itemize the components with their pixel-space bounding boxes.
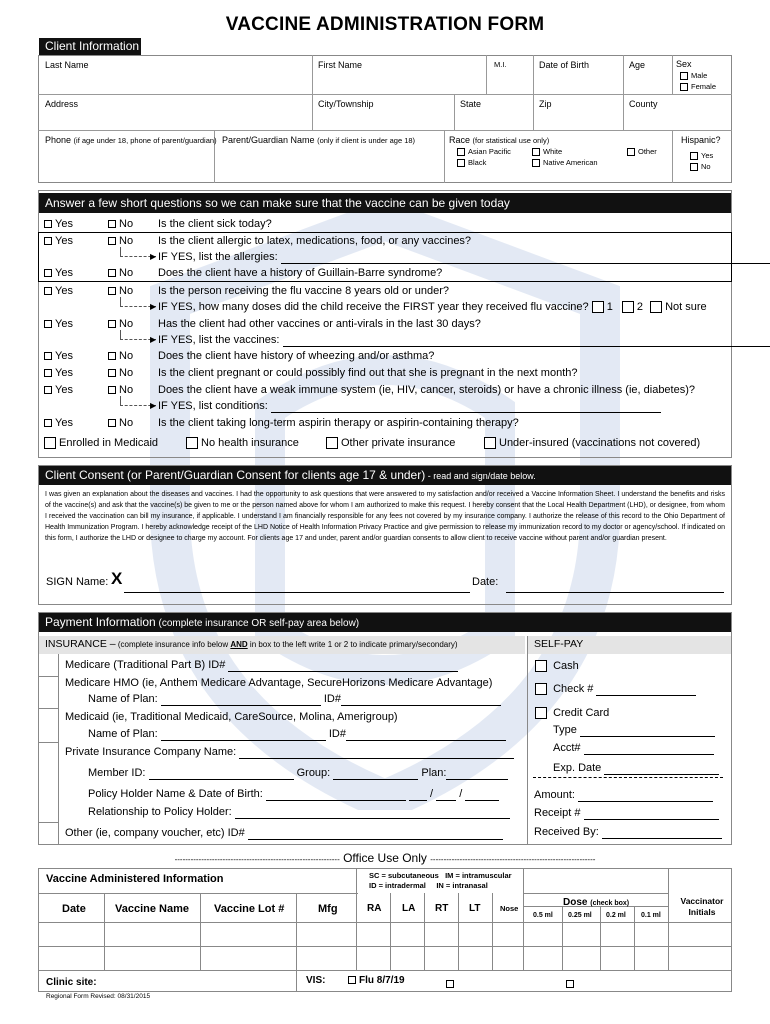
clinic-label: Clinic site: bbox=[46, 977, 97, 988]
payment-header: Payment Information (complete insurance OR self-pay area below) bbox=[39, 613, 731, 632]
mi-label: M.I. bbox=[494, 60, 507, 69]
col-vaccinator: Vaccinator Initials bbox=[680, 896, 724, 917]
check-checkbox[interactable] bbox=[535, 683, 547, 695]
consent-header: Client Consent (or Parent/Guardian Consent for clients age 17 & under) - read and sign/date below. bbox=[39, 466, 731, 485]
received-by-field[interactable] bbox=[602, 826, 722, 839]
race-label: Race (for statistical use only) bbox=[449, 135, 550, 145]
question-8-no-checkbox[interactable] bbox=[108, 386, 116, 394]
native-checkbox[interactable] bbox=[532, 159, 540, 167]
yes-label: Yes bbox=[55, 367, 73, 379]
hispanic-yes-checkbox[interactable] bbox=[690, 152, 698, 160]
vis-label: VIS: bbox=[306, 975, 326, 986]
other-insurance-checkbox[interactable] bbox=[326, 437, 338, 449]
question-2-no[interactable] bbox=[108, 235, 133, 247]
consent-text: I was given an explanation about the diseases and vaccines. I had the opportunity to ask questions that were answered to my satisfaction and/or received a Vaccine Information Sheet. I understand the benefits and risks of the vaccine(s) and ask that the vaccine(s) be given to me or the person named above for whom I am authorized to make this request. I hereby consent that the Local Health Department (LHD), or designee, from whom I received the vaccination can bill my insurance, if applicable. I understand I am financially responsible for any fees not covered by my insurance company. I authorize the release of this record to the Ohio Department of Health Immunization Program. I hereby acknowledge receipt of the LHD Notice of Health Information Privacy Practice and give permission to release my immunization record to my doctor or agency/school. If indicated on this form, I authorize the LHD or designee to charge my account. For clients age 17 and under, parent and/or guardian consents to allow client to receive vaccine without parent and/or guardian present. bbox=[45, 491, 725, 542]
check-number-field[interactable] bbox=[596, 683, 696, 696]
private-line: Private Insurance Company Name: bbox=[65, 746, 514, 759]
hispanic-yes-option[interactable]: Yes bbox=[690, 151, 713, 160]
table-col-divider bbox=[104, 893, 105, 970]
acct-line: Acct# bbox=[553, 742, 714, 755]
no-label: No bbox=[119, 235, 134, 247]
no-label: No bbox=[119, 285, 134, 297]
no-label: No bbox=[119, 267, 134, 279]
race-black-option[interactable]: Black bbox=[457, 158, 486, 167]
sex-male-option[interactable]: Male bbox=[680, 71, 707, 80]
group-field[interactable] bbox=[333, 767, 418, 780]
zip-label: Zip bbox=[539, 99, 552, 109]
question-5-yes-checkbox[interactable] bbox=[44, 320, 52, 328]
consent-date-field[interactable] bbox=[506, 592, 724, 593]
followup-label: IF YES, list conditions: bbox=[158, 400, 268, 412]
question-8-no[interactable] bbox=[108, 384, 133, 396]
question-4-followup bbox=[158, 301, 707, 313]
table-col-divider bbox=[296, 970, 297, 992]
question-3-text: Does the client have a history of Guillain-Barre syndrome? bbox=[158, 267, 443, 279]
yes-label: Yes bbox=[55, 218, 73, 230]
question-8-text: Does the client have a weak immune system (ie, HIV, cancer, steroids) or have a chronic illness (ie, diabetes)? bbox=[158, 384, 696, 396]
acct-field[interactable] bbox=[584, 742, 714, 755]
receipt-line: Receipt # bbox=[534, 807, 719, 820]
col-ra: RA bbox=[367, 903, 382, 914]
question-5-followup-field[interactable] bbox=[283, 334, 770, 347]
dob-label: Date of Birth bbox=[539, 60, 590, 70]
medicaid-plan-line: Name of Plan: ID# bbox=[88, 728, 506, 741]
no-insurance-option[interactable]: No health insurance bbox=[186, 437, 299, 449]
table-col-divider bbox=[458, 893, 459, 970]
card-type-line: Type bbox=[553, 724, 715, 737]
under-insured-option[interactable]: Under-insured (vaccinations not covered) bbox=[484, 437, 700, 449]
holder-line: Policy Holder Name & Date of Birth: / / bbox=[88, 788, 499, 801]
revised-note: Regional Form Revised: 08/31/2015 bbox=[46, 993, 151, 1000]
hispanic-no-option[interactable]: No bbox=[690, 162, 711, 171]
question-9-no-checkbox[interactable] bbox=[108, 419, 116, 427]
question-9-yes-checkbox[interactable] bbox=[44, 419, 52, 427]
signature-field[interactable] bbox=[124, 592, 470, 593]
question-3-no-checkbox[interactable] bbox=[108, 269, 116, 277]
dose-01: 0.1 ml bbox=[641, 912, 661, 919]
table-col-divider bbox=[634, 906, 635, 970]
table-col-divider bbox=[492, 893, 493, 970]
card-type-field[interactable] bbox=[580, 724, 715, 737]
vai-label: Vaccine Administered Information bbox=[46, 873, 224, 885]
table-col-divider bbox=[356, 868, 357, 893]
sex-label: Sex bbox=[676, 59, 692, 69]
asian-checkbox[interactable] bbox=[457, 148, 465, 156]
table-col-divider bbox=[390, 893, 391, 970]
age-label: Age bbox=[629, 60, 646, 70]
question-1-no[interactable] bbox=[108, 218, 133, 230]
date-label: Date: bbox=[472, 576, 499, 588]
under-insured-checkbox[interactable] bbox=[484, 437, 496, 449]
medicaid-label: Medicaid (ie, Traditional Medicaid, CareSource, Molina, Amerigroup) bbox=[65, 711, 398, 723]
table-col-divider bbox=[424, 893, 425, 970]
question-2-no-checkbox[interactable] bbox=[108, 237, 116, 245]
vis-checkbox-3[interactable] bbox=[566, 975, 577, 993]
question-4-no[interactable] bbox=[108, 285, 133, 297]
arrow-head-icon: ▶ bbox=[150, 335, 157, 344]
city-label: City/Township bbox=[318, 99, 374, 109]
no-label: No bbox=[119, 384, 134, 396]
col-dose: Dose (check box) bbox=[563, 897, 630, 908]
vis-checkbox-2[interactable] bbox=[446, 975, 457, 993]
yes-label: Yes bbox=[55, 235, 73, 247]
col-lot: Vaccine Lot # bbox=[214, 903, 285, 915]
route-legend: SC = subcutaneous IM = intramuscular ID = intradermal IN = intranasal bbox=[369, 871, 512, 890]
no-label: No bbox=[119, 417, 134, 429]
question-4-yes-checkbox[interactable] bbox=[44, 287, 52, 295]
medicare-line: Medicare (Traditional Part B) ID# bbox=[65, 659, 458, 672]
medicaid-plan-field[interactable] bbox=[161, 728, 326, 741]
address-label: Address bbox=[45, 99, 79, 109]
exp-date-field[interactable] bbox=[604, 762, 719, 775]
doses-1-checkbox[interactable] bbox=[592, 301, 604, 313]
question-8-followup-field[interactable] bbox=[271, 400, 661, 413]
hmo-label: Medicare HMO (ie, Anthem Medicare Advantage, SecureHorizons Medicare Advantage) bbox=[65, 677, 493, 689]
question-8-yes[interactable] bbox=[44, 384, 73, 396]
cash-option[interactable]: Cash bbox=[535, 660, 579, 672]
question-8-followup bbox=[158, 400, 661, 413]
guardian-label: Parent/Guardian Name (only if client is under age 18) bbox=[222, 135, 416, 145]
form-title: VACCINE ADMINISTRATION FORM bbox=[225, 14, 545, 35]
black-checkbox[interactable] bbox=[457, 159, 465, 167]
followup-label: IF YES, list the allergies: bbox=[158, 251, 278, 263]
amount-field[interactable] bbox=[578, 789, 713, 802]
table-col-divider bbox=[296, 893, 297, 970]
question-6-text: Does the client have history of wheezing and/or asthma? bbox=[158, 350, 435, 362]
sign-label: SIGN Name: bbox=[46, 576, 109, 588]
office-use-line: -------------------------------------------------------------- Office Use Only -------------------------------------------------------------- bbox=[174, 851, 596, 865]
question-9-no[interactable] bbox=[108, 417, 133, 429]
client-info-header: Client Information bbox=[39, 38, 141, 55]
yes-label: Yes bbox=[55, 384, 73, 396]
question-3-yes[interactable] bbox=[44, 267, 73, 279]
question-6-yes-checkbox[interactable] bbox=[44, 352, 52, 360]
question-6-no[interactable] bbox=[108, 350, 133, 362]
race-white-option[interactable]: White bbox=[532, 147, 562, 156]
medicare-id-field[interactable] bbox=[228, 659, 458, 672]
receipt-field[interactable] bbox=[584, 807, 719, 820]
arrow-head-icon: ▶ bbox=[150, 252, 157, 261]
no-label: No bbox=[119, 318, 134, 330]
question-4-text: Is the person receiving the flu vaccine 8 years old or under? bbox=[158, 285, 450, 297]
other-race-checkbox[interactable] bbox=[627, 148, 635, 156]
question-5-no[interactable] bbox=[108, 318, 133, 330]
table-col-divider bbox=[668, 893, 669, 970]
member-id-field[interactable] bbox=[149, 767, 294, 780]
question-2-followup-field[interactable] bbox=[281, 251, 770, 264]
received-line: Received By: bbox=[534, 826, 722, 839]
yes-label: Yes bbox=[55, 285, 73, 297]
followup-label: IF YES, list the vaccines: bbox=[158, 334, 280, 346]
question-4-no-checkbox[interactable] bbox=[108, 287, 116, 295]
other-insurance-option[interactable]: Other private insurance bbox=[326, 437, 455, 449]
col-lt: LT bbox=[469, 903, 481, 914]
vis-flu-checkbox[interactable] bbox=[348, 976, 356, 984]
question-7-no[interactable] bbox=[108, 367, 133, 379]
selfpay-label: SELF-PAY bbox=[534, 638, 584, 650]
county-label: County bbox=[629, 99, 658, 109]
race-asian-option[interactable]: Asian Pacific bbox=[457, 147, 511, 156]
hmo-plan-field[interactable] bbox=[161, 693, 321, 706]
question-6-no-checkbox[interactable] bbox=[108, 352, 116, 360]
question-6-yes[interactable] bbox=[44, 350, 73, 362]
col-la: LA bbox=[402, 903, 416, 914]
table-col-divider bbox=[200, 893, 201, 970]
col-nose: Nose bbox=[500, 904, 519, 913]
plan-field[interactable] bbox=[446, 767, 508, 780]
dose-05: 0.5 ml bbox=[533, 912, 553, 919]
doses-2-checkbox[interactable] bbox=[622, 301, 634, 313]
race-native-option[interactable]: Native American bbox=[532, 158, 598, 167]
col-date: Date bbox=[62, 903, 86, 915]
question-8-yes-checkbox[interactable] bbox=[44, 386, 52, 394]
exp-line: Exp. Date bbox=[553, 762, 719, 775]
relation-field[interactable] bbox=[235, 806, 510, 819]
question-7-no-checkbox[interactable] bbox=[108, 369, 116, 377]
holder-name-field[interactable] bbox=[266, 788, 406, 801]
hispanic-label: Hispanic? bbox=[681, 135, 721, 145]
question-7-yes[interactable] bbox=[44, 367, 73, 379]
question-2-followup bbox=[158, 251, 770, 264]
question-1-yes-checkbox[interactable] bbox=[44, 220, 52, 228]
yes-label: Yes bbox=[55, 417, 73, 429]
question-7-yes-checkbox[interactable] bbox=[44, 369, 52, 377]
question-9-text: Is the client taking long-term aspirin therapy or aspirin-containing therapy? bbox=[158, 417, 519, 429]
question-2-yes-checkbox[interactable] bbox=[44, 237, 52, 245]
credit-option[interactable]: Credit Card bbox=[535, 707, 609, 719]
col-vaccine: Vaccine Name bbox=[115, 903, 189, 915]
doses-notsure-label: Not sure bbox=[665, 301, 707, 313]
question-5-yes[interactable] bbox=[44, 318, 73, 330]
yes-label: Yes bbox=[55, 267, 73, 279]
question-7-text: Is the client pregnant or could possibly find out that she is pregnant in the next month? bbox=[158, 367, 578, 379]
medicaid-option[interactable]: Enrolled in Medicaid bbox=[44, 437, 158, 449]
female-checkbox[interactable] bbox=[680, 83, 688, 91]
dose-02: 0.2 ml bbox=[606, 912, 626, 919]
other-id-line: Other (ie, company voucher, etc) ID# bbox=[65, 827, 503, 840]
holder-dob-year-field[interactable] bbox=[465, 788, 499, 801]
relation-line: Relationship to Policy Holder: bbox=[88, 806, 510, 819]
followup-label: IF YES, how many doses did the child receive the FIRST year they received flu vaccine? bbox=[158, 301, 589, 313]
insurance-label: INSURANCE – (complete insurance info below AND in box to the left write 1 or 2 to indicate primary/secondary) bbox=[45, 638, 458, 650]
question-9-yes[interactable] bbox=[44, 417, 73, 429]
no-label: No bbox=[119, 367, 134, 379]
arrow-head-icon: ▶ bbox=[150, 302, 157, 311]
question-4-yes[interactable] bbox=[44, 285, 73, 297]
col-mfg: Mfg bbox=[318, 903, 338, 915]
table-col-divider bbox=[668, 868, 669, 893]
selfpay-divider bbox=[533, 777, 723, 778]
vis-flu-option[interactable]: Flu 8/7/19 bbox=[348, 975, 405, 986]
questions-header: Answer a few short questions so we can make sure that the vaccine can be given today bbox=[39, 193, 731, 213]
member-line: Member ID: Group: Plan: bbox=[88, 767, 508, 780]
arrow-head-icon: ▶ bbox=[150, 401, 157, 410]
question-1-no-checkbox[interactable] bbox=[108, 220, 116, 228]
credit-checkbox[interactable] bbox=[535, 707, 547, 719]
no-label: No bbox=[119, 350, 134, 362]
phone-label: Phone (if age under 18, phone of parent/guardian) bbox=[45, 135, 217, 145]
dose-025: 0.25 ml bbox=[568, 912, 592, 919]
state-label: State bbox=[460, 99, 482, 109]
doses-2-label: 2 bbox=[636, 301, 644, 313]
table-col-divider bbox=[562, 906, 563, 970]
yes-label: Yes bbox=[55, 318, 73, 330]
question-5-followup bbox=[158, 334, 770, 347]
check-option[interactable]: Check # bbox=[535, 683, 696, 696]
table-col-divider bbox=[356, 893, 357, 970]
hispanic-no-checkbox[interactable] bbox=[690, 163, 698, 171]
question-2-text: Is the client allergic to latex, medications, food, or any vaccines? bbox=[158, 235, 472, 247]
holder-dob-day-field[interactable] bbox=[436, 788, 456, 801]
no-label: No bbox=[119, 218, 134, 230]
col-rt: RT bbox=[435, 903, 449, 914]
doses-1-label: 1 bbox=[606, 301, 613, 313]
medicaid-id-field[interactable] bbox=[346, 728, 506, 741]
sex-female-option[interactable]: Female bbox=[680, 82, 716, 91]
doses-notsure-checkbox[interactable] bbox=[650, 301, 662, 313]
white-checkbox[interactable] bbox=[532, 148, 540, 156]
question-3-no[interactable] bbox=[108, 267, 133, 279]
table-col-divider bbox=[523, 893, 524, 970]
client-info-box bbox=[38, 55, 732, 183]
question-3-yes-checkbox[interactable] bbox=[44, 269, 52, 277]
table-col-divider bbox=[600, 906, 601, 970]
amount-line: Amount: bbox=[534, 789, 713, 802]
hmo-id-field[interactable] bbox=[341, 693, 501, 706]
question-2-yes[interactable] bbox=[44, 235, 73, 247]
male-checkbox[interactable] bbox=[680, 72, 688, 80]
question-5-text: Has the client had other vaccines or anti-virals in the last 30 days? bbox=[158, 318, 481, 330]
cash-checkbox[interactable] bbox=[535, 660, 547, 672]
question-1-text: Is the client sick today? bbox=[158, 218, 272, 230]
last-name-label: Last Name bbox=[45, 60, 89, 70]
yes-label: Yes bbox=[55, 350, 73, 362]
hmo-plan-line: Name of Plan: ID# bbox=[88, 693, 501, 706]
private-company-field[interactable] bbox=[239, 746, 514, 759]
race-other-option[interactable]: Other bbox=[627, 147, 657, 156]
sign-x-mark: X bbox=[111, 569, 123, 588]
other-id-field[interactable] bbox=[248, 827, 503, 840]
holder-dob-month-field[interactable] bbox=[409, 788, 427, 801]
first-name-label: First Name bbox=[318, 60, 363, 70]
medicaid-checkbox[interactable] bbox=[44, 437, 56, 449]
table-col-divider bbox=[523, 868, 524, 893]
question-1-yes[interactable] bbox=[44, 218, 73, 230]
no-insurance-checkbox[interactable] bbox=[186, 437, 198, 449]
question-5-no-checkbox[interactable] bbox=[108, 320, 116, 328]
